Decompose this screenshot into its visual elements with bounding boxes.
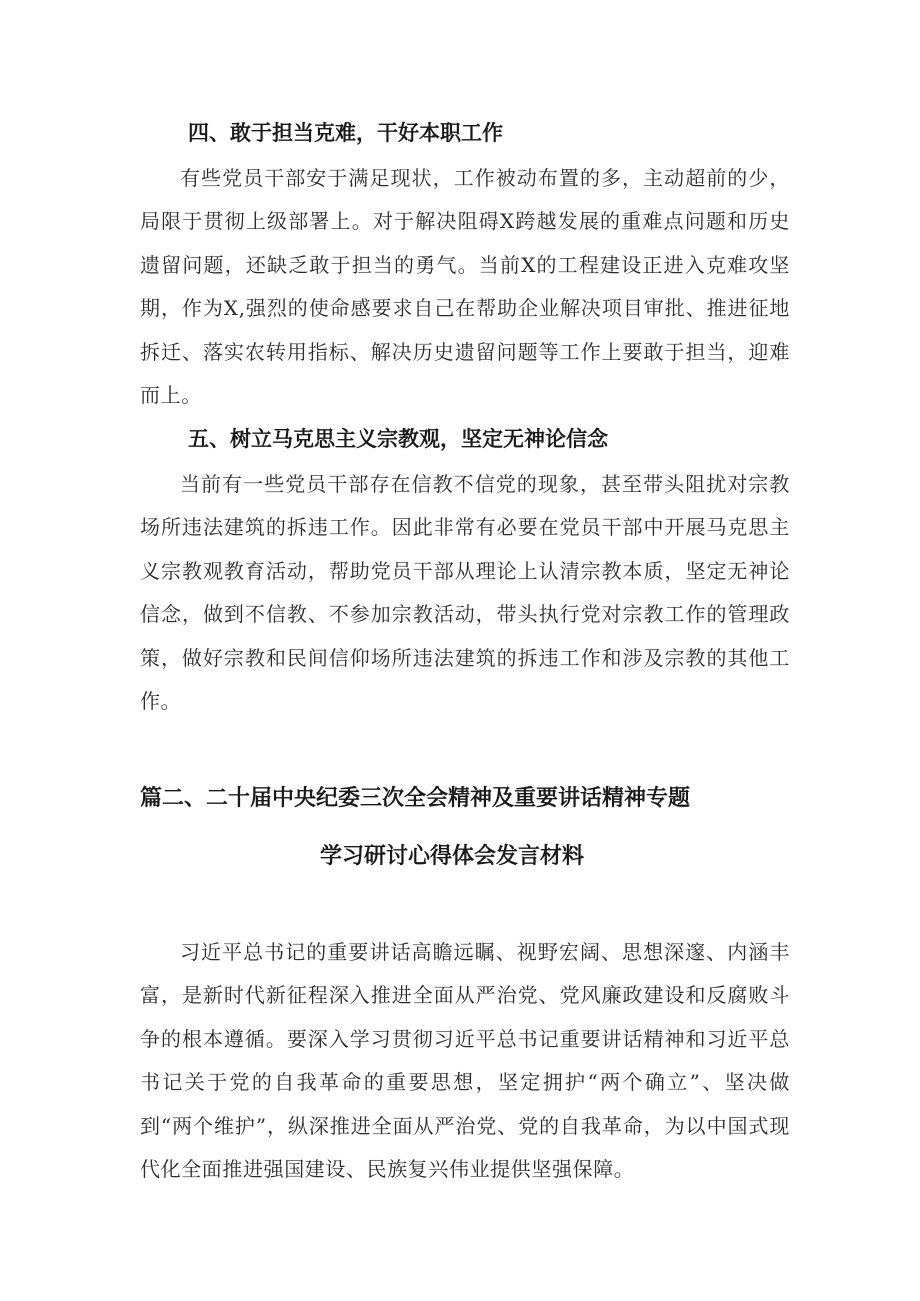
section-4-heading: 四、敢于担当克难，干好本职工作 — [188, 121, 503, 145]
article-2-paragraph: 习近平总书记的重要讲话高瞻远瞩、视野宏阔、思想深邃、内涵丰富，是新时代新征程深入推进全面从严治党、党风廉政建设和反腐败斗争的根本遵循。要深入学习贯彻习近平总书记重要讲话精神和习近平总书记关于党的自我革命的重要思想，坚定拥护“两个确立”、坚决做到“两个维护”，纵深推进全面从严治党、党的自我革命，为以中国式现代化全面推进强国建设、民族复兴伟业提供坚强保障。 — [140, 940, 790, 1182]
section-4-paragraph: 有些党员干部安于满足现状，工作被动布置的多，主动超前的少，局限于贯彻上级部署上。对于解决阻碍X跨越发展的重难点问题和历史遗留问题，还缺乏敢于担当的勇气。当前X的工程建设正进入克难攻坚期，作为X,强烈的使命感要求自己在帮助企业解决项目审批、推进征地拆迁、落实农转用指标、解决历史遗留问题等工作上要敢于担当，迎难而上。 — [140, 166, 790, 408]
article-2-title-line-1: 篇二、二十届中央纪委三次全会精神及重要讲话精神专题 — [140, 786, 691, 811]
section-5-heading: 五、树立马克思主义宗教观，坚定无神论信念 — [188, 427, 608, 451]
section-5-paragraph: 当前有一些党员干部存在信教不信党的现象，甚至带头阻扰对宗教场所违法建筑的拆违工作。因此非常有必要在党员干部中开展马克思主义宗教观教育活动，帮助党员干部从理论上认清宗教本质，坚定无神论信念，做到不信教、不参加宗教活动，带头执行党对宗教工作的管理政策，做好宗教和民间信仰场所违法建筑的拆违工作和涉及宗教的其他工作。 — [140, 472, 790, 714]
article-2-title-line-2: 学习研讨心得体会发言材料 — [320, 844, 585, 869]
